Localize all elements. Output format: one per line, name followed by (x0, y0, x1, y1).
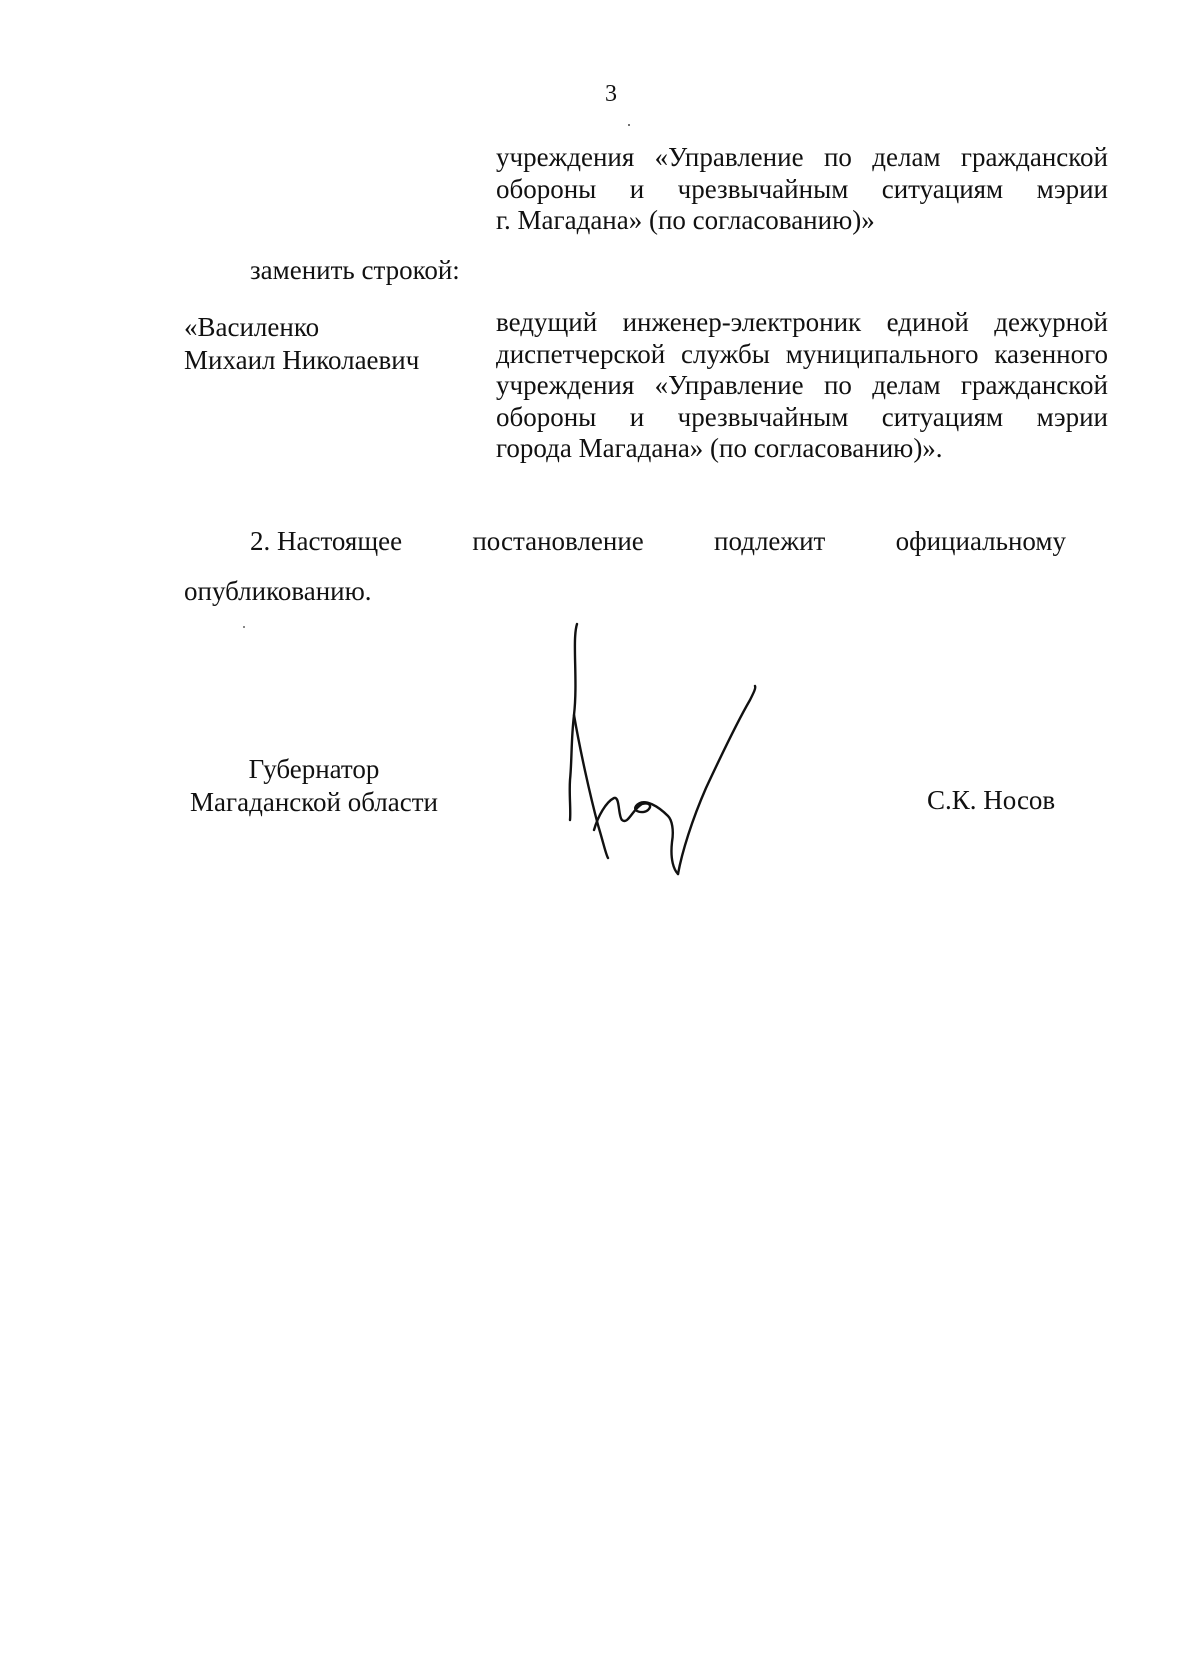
previous-entry-text (496, 142, 1108, 237)
clause-word: официальному (895, 526, 1066, 556)
clause-2-continuation: опубликованию. (184, 576, 372, 606)
handwritten-signature (560, 620, 780, 880)
text-line: обороны и чрезвычайным ситуациям мэрии (496, 173, 1108, 204)
text-line: диспетчерской службы муниципального казенного (496, 338, 1108, 369)
clause-word: подлежит (714, 526, 826, 556)
clause-2 (250, 526, 1066, 558)
signer-title-line: Губернатор (248, 754, 380, 784)
text-line: учреждения «Управление по делам гражданской (496, 142, 1108, 172)
page-number: 3 (605, 81, 617, 107)
text-line: города Магадана» (по согласованию)». (496, 433, 943, 463)
text-line: учреждения «Управление по делам гражданской (496, 370, 1108, 400)
replace-label: заменить строкой: (250, 255, 460, 285)
person-name (184, 311, 419, 377)
text-line: г. Магадана» (по согласованию)» (496, 205, 875, 235)
signer-name: С.К. Носов (927, 785, 1056, 815)
new-entry-position (496, 307, 1108, 465)
scan-speck (628, 124, 630, 126)
clause-word: 2. Настоящее (250, 526, 403, 556)
scan-speck (243, 626, 245, 628)
surname: «Василенко (184, 312, 320, 342)
signer-title (184, 753, 444, 819)
clause-word: постановление (472, 526, 644, 556)
text-line: ведущий инженер-электроник единой дежурной (496, 307, 1108, 337)
text-line: обороны и чрезвычайным ситуациям мэрии (496, 401, 1108, 432)
signer-title-line: Магаданской области (190, 787, 438, 817)
given-names: Михаил Николаевич (184, 345, 420, 375)
